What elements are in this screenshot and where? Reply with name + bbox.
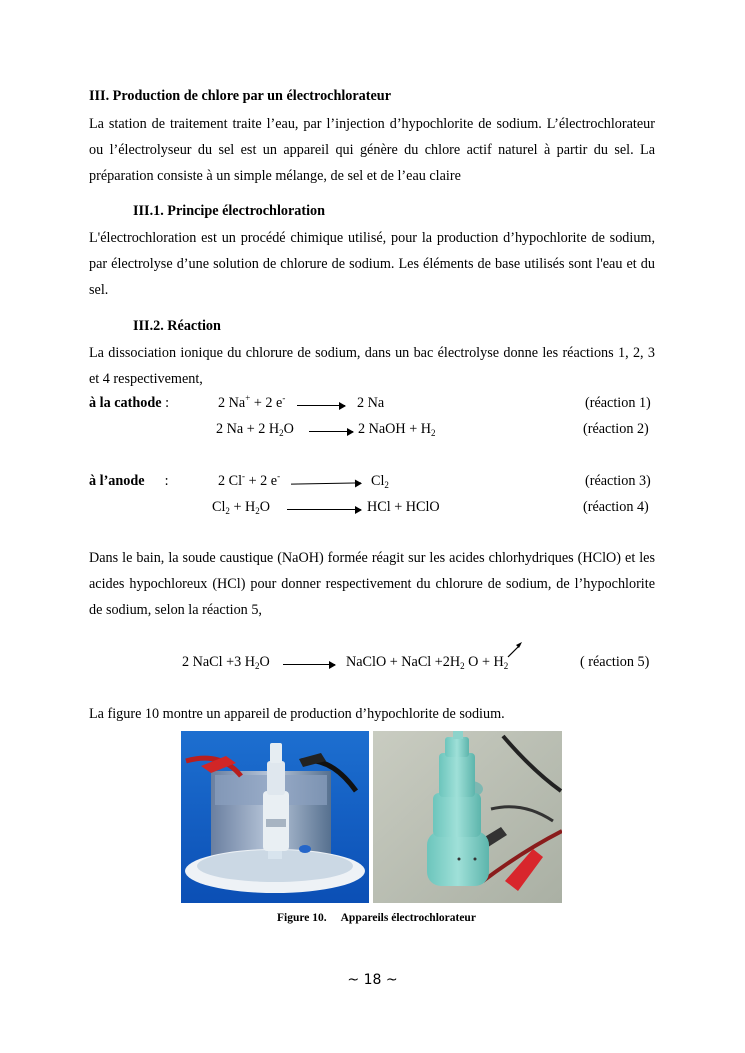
- intro-paragraph: La station de traitement traite l’eau, par l’injection d’hypochlorite de sodium. L’électrochlorateur ou l’électrolyseur du sel est un appareil qui génère du chlore actif naturel à partir du sel. La préparation consiste à un simple mélange, de sel et de l’eau claire: [89, 116, 655, 184]
- reaction-2-lhs: 2 Na + 2 $H_2O$: [216, 421, 294, 438]
- electrochlorator-photo-right: [373, 731, 562, 903]
- reaction-4-lhs: $Cl_2 + H_2O$: [212, 499, 270, 516]
- page-number: ~ 18 ~: [347, 972, 398, 988]
- reaction-5-rhs: NaClO + NaCl $+2H_2$ $O + H_2$: [346, 654, 509, 671]
- reaction-intro: La dissociation ionique du chlorure de sodium, dans un bac électrolyse donne les réactions 1, 2, 3 et 4 respectivement,: [89, 345, 655, 387]
- reaction-2-tag: (réaction 2): [583, 421, 649, 437]
- reaction-3-arrow: [291, 482, 361, 484]
- reaction-5-lhs: 2 NaCl +3 $H_2O$: [182, 654, 270, 671]
- reaction-1-arrow: [297, 405, 345, 406]
- principle-title: III.1. Principe électrochloration: [133, 203, 326, 219]
- reaction-3-lhs: 2 Cl- + 2 e-: [218, 471, 281, 489]
- reaction-4-arrow: [287, 509, 361, 510]
- reaction-5-arrow: [283, 664, 335, 665]
- reaction-3-rhs: $Cl_2$: [371, 473, 389, 490]
- electrochlorator-photo-left: [181, 731, 369, 903]
- reaction-1-rhs: 2 Na: [357, 395, 385, 411]
- reaction-5-tag: ( réaction 5): [580, 654, 650, 670]
- principle-paragraph: L'électrochloration est un procédé chimique utilisé, pour la production d’hypochlorite de sodium, par électrolyse d’une solution de chlorure de sodium. Les éléments de base utilisés sont l'eau et du sel.: [89, 230, 655, 298]
- reaction-2-arrow: [309, 431, 353, 432]
- anode-label: à l’anode :: [89, 473, 169, 489]
- cathode-label: à la cathode :: [89, 395, 170, 411]
- figure-intro: La figure 10 montre un appareil de production d’hypochlorite de sodium.: [89, 706, 505, 722]
- figure-caption: Figure 10. Appareils électrochlorateur: [277, 912, 476, 924]
- reaction-2-rhs: 2 NaOH + $H_2$: [358, 421, 436, 438]
- gas-release-arrow-icon: [505, 640, 525, 660]
- reaction-3-tag: (réaction 3): [585, 473, 651, 489]
- reaction-4-rhs: HCl + HClO: [367, 499, 440, 515]
- reaction-1-tag: (réaction 1): [585, 395, 651, 411]
- bath-paragraph: Dans le bain, la soude caustique (NaOH) formée réagit sur les acides chlorhydriques (HClO) et les acides hypochloreux (HCl) pour donner respectivement du chlorure de sodium, de l’hypochlorite de sodium, selon la réaction 5,: [89, 550, 655, 618]
- reaction-1-lhs: 2 Na+ + 2 e-: [218, 393, 286, 411]
- section-title: III. Production de chlore par un électrochlorateur: [89, 88, 391, 104]
- reaction-title: III.2. Réaction: [133, 318, 221, 334]
- reaction-4-tag: (réaction 4): [583, 499, 649, 515]
